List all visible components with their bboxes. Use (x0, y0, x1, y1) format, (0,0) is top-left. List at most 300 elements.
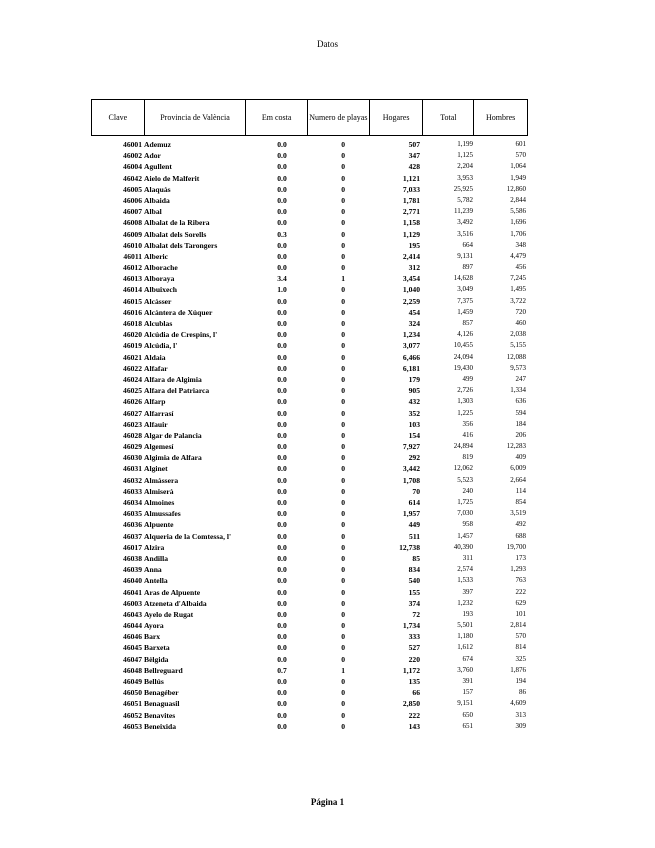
costa-cell: 0.0 (277, 140, 287, 149)
playas-cell: 0 (341, 229, 345, 239)
total-cell: 356 (462, 419, 473, 428)
hogares-cell: 220 (408, 654, 420, 664)
table-row (91, 329, 528, 340)
municipio-cell: Alfara de Algimia (144, 374, 202, 384)
clave-cell: 46033 (123, 486, 142, 496)
costa-cell: 0.0 (277, 386, 287, 396)
total-cell: 1,125 (457, 151, 473, 160)
hombres-cell: 492 (515, 520, 526, 529)
hombres-cell: 3,722 (510, 296, 526, 305)
table-row (91, 475, 528, 486)
total-cell: 397 (462, 587, 473, 596)
hombres-cell: 7,245 (510, 274, 526, 283)
total-cell: 9,151 (457, 699, 473, 708)
clave-cell: 46024 (123, 374, 142, 384)
total-cell: 1,225 (457, 408, 473, 417)
municipio-cell: Barxeta (144, 643, 170, 653)
table-row (91, 508, 528, 519)
table-row (91, 687, 528, 698)
table-row (91, 642, 528, 653)
hombres-cell: 2,664 (510, 475, 526, 484)
hombres-cell: 114 (515, 486, 526, 495)
municipio-cell: Alqueria de la Comtessa, l' (144, 531, 232, 541)
total-cell: 5,523 (457, 475, 473, 484)
municipio-cell: Albuixech (144, 285, 177, 295)
total-cell: 1,199 (457, 140, 473, 148)
total-cell: 157 (462, 688, 473, 697)
total-cell: 311 (462, 553, 473, 562)
hombres-cell: 86 (519, 688, 526, 697)
clave-cell: 46042 (123, 173, 142, 183)
hombres-cell: 409 (515, 453, 526, 462)
clave-cell: 46025 (123, 386, 142, 396)
table-row (91, 340, 528, 351)
hombres-cell: 1,876 (510, 665, 526, 674)
hombres-cell: 629 (515, 598, 526, 607)
hombres-cell: 814 (515, 643, 526, 652)
clave-cell: 46016 (123, 307, 142, 317)
municipio-cell: Anna (144, 565, 162, 575)
costa-cell: 0.0 (277, 442, 287, 452)
costa-cell: 0.3 (277, 229, 287, 239)
clave-cell: 46053 (123, 721, 142, 731)
hombres-cell: 184 (515, 419, 526, 428)
costa-cell: 0.0 (277, 498, 287, 507)
municipio-cell: Andilla (144, 553, 169, 563)
hombres-cell: 5,155 (510, 341, 526, 350)
hombres-cell: 570 (515, 151, 526, 160)
costa-cell: 0.0 (277, 330, 287, 340)
table-row (91, 363, 528, 374)
costa-cell: 3.4 (277, 274, 287, 284)
costa-cell: 0.0 (277, 363, 287, 373)
municipio-cell: Albalat de la Ribera (144, 218, 210, 228)
hogares-cell: 179 (408, 374, 420, 384)
total-cell: 857 (462, 319, 473, 327)
playas-cell: 0 (341, 442, 345, 452)
table-row (91, 206, 528, 217)
hogares-cell: 154 (408, 430, 420, 440)
table-row (91, 385, 528, 396)
costa-cell: 0.0 (277, 319, 287, 328)
costa-cell: 0.0 (277, 408, 287, 418)
municipio-cell: Alcàntera de Xúquer (144, 307, 213, 317)
total-cell: 3,492 (457, 218, 473, 227)
clave-cell: 46047 (123, 654, 142, 664)
costa-cell: 0.0 (277, 576, 287, 586)
table-row (91, 318, 528, 329)
costa-cell: 0.0 (277, 531, 287, 541)
total-cell: 19,430 (453, 363, 473, 372)
hombres-cell: 309 (515, 721, 526, 730)
municipio-cell: Alfara del Patriarca (144, 386, 210, 396)
hogares-cell: 1,040 (402, 285, 420, 295)
playas-cell: 0 (341, 475, 345, 485)
hombres-cell: 1,334 (510, 386, 526, 395)
costa-cell: 0.0 (277, 621, 287, 631)
playas-cell: 0 (341, 699, 345, 709)
hogares-cell: 12,738 (399, 542, 420, 552)
hombres-cell: 854 (515, 498, 526, 506)
clave-cell: 46002 (123, 151, 142, 161)
clave-cell: 46026 (123, 397, 142, 407)
clave-cell: 46003 (123, 598, 142, 608)
costa-cell: 0.0 (277, 643, 287, 653)
costa-cell: 0.0 (277, 475, 287, 485)
costa-cell: 0.0 (277, 263, 287, 273)
municipio-cell: Bèlgida (144, 654, 169, 664)
hogares-cell: 1,121 (402, 173, 420, 183)
clave-cell: 46013 (123, 274, 142, 284)
hombres-cell: 688 (515, 531, 526, 540)
table-row (91, 564, 528, 575)
table-row (91, 273, 528, 284)
clave-cell: 46044 (123, 621, 142, 631)
table-row (91, 408, 528, 419)
table-row (91, 609, 528, 620)
costa-cell: 0.0 (277, 553, 287, 563)
hombres-cell: 3,519 (510, 509, 526, 518)
playas-cell: 0 (341, 721, 345, 731)
municipio-cell: Albalat dels Tarongers (144, 240, 218, 250)
table-row (91, 284, 528, 295)
costa-cell: 0.0 (277, 609, 287, 619)
playas-cell: 0 (341, 162, 345, 172)
hombres-cell: 173 (515, 553, 526, 562)
table-row (91, 698, 528, 709)
table-row (91, 587, 528, 598)
table-row (91, 419, 528, 430)
costa-cell: 0.0 (277, 352, 287, 362)
column-header-playas: Numero de playas (308, 100, 370, 135)
hombres-cell: 594 (515, 408, 526, 417)
municipio-cell: Alcàsser (144, 296, 172, 306)
clave-cell: 46029 (123, 442, 142, 452)
municipio-cell: Ayora (144, 621, 164, 631)
clave-cell: 46030 (123, 453, 142, 463)
clave-cell: 46006 (123, 195, 142, 205)
hombres-cell: 6,009 (510, 464, 526, 473)
hogares-cell: 7,927 (402, 442, 420, 452)
playas-cell: 0 (341, 285, 345, 295)
clave-cell: 46010 (123, 240, 142, 250)
hogares-cell: 454 (408, 307, 420, 317)
table-row (91, 665, 528, 676)
playas-cell: 0 (341, 397, 345, 407)
costa-cell: 0.0 (277, 710, 287, 720)
hogares-cell: 614 (408, 498, 420, 507)
municipio-cell: Albal (144, 207, 162, 217)
hogares-cell: 2,414 (402, 251, 420, 261)
playas-cell: 0 (341, 486, 345, 496)
hogares-cell: 103 (408, 419, 420, 429)
clave-cell: 46052 (123, 710, 142, 720)
playas-cell: 0 (341, 498, 345, 507)
clave-cell: 46021 (123, 352, 142, 362)
table-row (91, 452, 528, 463)
municipio-cell: Benaguasil (144, 699, 180, 709)
clave-cell: 46039 (123, 565, 142, 575)
municipio-cell: Albalat dels Sorells (144, 229, 207, 239)
clave-cell: 46038 (123, 553, 142, 563)
table-row (91, 710, 528, 721)
hogares-cell: 507 (408, 140, 420, 149)
total-cell: 1,725 (457, 498, 473, 506)
playas-cell: 0 (341, 151, 345, 161)
playas-cell: 0 (341, 688, 345, 698)
table-row (91, 352, 528, 363)
total-cell: 240 (462, 486, 473, 495)
municipio-cell: Alzira (144, 542, 165, 552)
municipio-cell: Antella (144, 576, 168, 586)
municipio-cell: Atzeneta d'Albaida (144, 598, 207, 608)
clave-cell: 46015 (123, 296, 142, 306)
municipio-cell: Bellreguard (144, 665, 183, 675)
hombres-cell: 1,293 (510, 565, 526, 574)
total-cell: 1,533 (457, 576, 473, 585)
total-cell: 819 (462, 453, 473, 462)
municipio-cell: Aldaia (144, 352, 166, 362)
total-cell: 4,126 (457, 330, 473, 339)
costa-cell: 0.0 (277, 632, 287, 642)
costa-cell: 0.0 (277, 654, 287, 664)
total-cell: 2,726 (457, 386, 473, 395)
costa-cell: 0.0 (277, 374, 287, 384)
costa-cell: 0.0 (277, 598, 287, 608)
costa-cell: 0.0 (277, 721, 287, 731)
hombres-cell: 2,844 (510, 195, 526, 204)
costa-cell: 0.0 (277, 240, 287, 250)
hombres-cell: 460 (515, 319, 526, 327)
clave-cell: 46040 (123, 576, 142, 586)
playas-cell: 0 (341, 565, 345, 575)
clave-cell: 46050 (123, 688, 142, 698)
hogares-cell: 428 (408, 162, 420, 172)
playas-cell: 0 (341, 453, 345, 463)
municipio-cell: Alcúdia, l' (144, 341, 178, 351)
hombres-cell: 4,479 (510, 251, 526, 260)
clave-cell: 46020 (123, 330, 142, 340)
hogares-cell: 135 (408, 677, 420, 686)
playas-cell: 0 (341, 509, 345, 519)
municipio-cell: Almàssera (144, 475, 179, 485)
total-cell: 1,612 (457, 643, 473, 652)
clave-cell: 46031 (123, 464, 142, 474)
total-cell: 24,894 (453, 442, 473, 451)
hogares-cell: 1,708 (402, 475, 420, 485)
costa-cell: 0.0 (277, 397, 287, 407)
playas-cell: 0 (341, 621, 345, 631)
clave-cell: 46001 (123, 140, 142, 149)
costa-cell: 0.0 (277, 430, 287, 440)
column-header-clave: Clave (92, 100, 145, 135)
hogares-cell: 1,734 (402, 621, 420, 631)
table-row (91, 251, 528, 262)
costa-cell: 0.0 (277, 341, 287, 351)
municipio-cell: Alginet (144, 464, 168, 474)
hogares-cell: 7,033 (402, 184, 420, 194)
clave-cell: 46005 (123, 184, 142, 194)
total-cell: 2,204 (457, 162, 473, 171)
table-row (91, 262, 528, 273)
clave-cell: 46008 (123, 218, 142, 228)
hogares-cell: 2,850 (402, 699, 420, 709)
hombres-cell: 12,283 (506, 442, 526, 451)
table-row (91, 296, 528, 307)
costa-cell: 0.7 (277, 665, 287, 675)
hogares-cell: 2,259 (402, 296, 420, 306)
clave-cell: 46023 (123, 419, 142, 429)
total-cell: 9,131 (457, 251, 473, 260)
hogares-cell: 3,077 (402, 341, 420, 351)
costa-cell: 0.0 (277, 296, 287, 306)
table-row (91, 229, 528, 240)
playas-cell: 0 (341, 296, 345, 306)
table-row (91, 575, 528, 586)
costa-cell: 0.0 (277, 184, 287, 194)
hombres-cell: 601 (515, 140, 526, 148)
total-cell: 7,375 (457, 296, 473, 305)
municipio-cell: Bellús (144, 677, 164, 686)
total-cell: 5,501 (457, 621, 473, 630)
page-title: Datos (317, 39, 338, 49)
municipio-cell: Alfauir (144, 419, 168, 429)
costa-cell: 0.0 (277, 542, 287, 552)
table-row (91, 307, 528, 318)
municipio-cell: Alpuente (144, 520, 174, 530)
hombres-cell: 570 (515, 632, 526, 641)
total-cell: 10,455 (453, 341, 473, 350)
municipio-cell: Beneixida (144, 721, 177, 731)
clave-cell: 46017 (123, 542, 142, 552)
hombres-cell: 313 (515, 710, 526, 719)
hombres-cell: 2,814 (510, 621, 526, 630)
clave-cell: 46027 (123, 408, 142, 418)
clave-cell: 46037 (123, 531, 142, 541)
hogares-cell: 374 (408, 598, 420, 608)
playas-cell: 0 (341, 195, 345, 205)
hogares-cell: 1,129 (402, 229, 420, 239)
hogares-cell: 1,172 (402, 665, 420, 675)
hogares-cell: 527 (408, 643, 420, 653)
hogares-cell: 352 (408, 408, 420, 418)
hogares-cell: 85 (412, 553, 420, 563)
clave-cell: 46032 (123, 475, 142, 485)
total-cell: 40,390 (453, 542, 473, 551)
costa-cell: 1.0 (277, 285, 287, 295)
municipio-cell: Ademuz (144, 140, 171, 149)
table-row (91, 486, 528, 497)
costa-cell: 0.0 (277, 162, 287, 172)
costa-cell: 0.0 (277, 677, 287, 686)
total-cell: 24,094 (453, 352, 473, 361)
playas-cell: 0 (341, 419, 345, 429)
clave-cell: 46018 (123, 319, 142, 328)
hogares-cell: 143 (408, 721, 420, 731)
table-row (91, 631, 528, 642)
playas-cell: 0 (341, 341, 345, 351)
total-cell: 416 (462, 430, 473, 439)
municipio-cell: Aielo de Malferit (144, 173, 200, 183)
clave-cell: 46051 (123, 699, 142, 709)
total-cell: 1,459 (457, 307, 473, 316)
hombres-cell: 1,949 (510, 173, 526, 182)
table-row (91, 441, 528, 452)
hombres-cell: 19,700 (506, 542, 526, 551)
playas-cell: 0 (341, 553, 345, 563)
costa-cell: 0.0 (277, 464, 287, 474)
municipio-cell: Almiserà (144, 486, 174, 496)
total-cell: 664 (462, 240, 473, 249)
clave-cell: 46014 (123, 285, 142, 295)
playas-cell: 0 (341, 677, 345, 686)
playas-cell: 0 (341, 632, 345, 642)
hombres-cell: 206 (515, 430, 526, 439)
total-cell: 12,062 (453, 464, 473, 473)
playas-cell: 0 (341, 430, 345, 440)
playas-cell: 0 (341, 598, 345, 608)
clave-cell: 46046 (123, 632, 142, 642)
municipio-cell: Almussafes (144, 509, 181, 519)
table-row (91, 240, 528, 251)
clave-cell: 46043 (123, 609, 142, 619)
clave-cell: 46041 (123, 587, 142, 597)
playas-cell: 0 (341, 654, 345, 664)
table-row (91, 553, 528, 564)
hogares-cell: 1,781 (402, 195, 420, 205)
costa-cell: 0.0 (277, 509, 287, 519)
table-row (91, 721, 528, 732)
hogares-cell: 347 (408, 151, 420, 161)
hogares-cell: 834 (408, 565, 420, 575)
table-row (91, 217, 528, 228)
clave-cell: 46019 (123, 341, 142, 351)
playas-cell: 0 (341, 710, 345, 720)
total-cell: 499 (462, 374, 473, 383)
total-cell: 3,760 (457, 665, 473, 674)
playas-cell: 0 (341, 307, 345, 317)
data-table-body (91, 139, 528, 732)
costa-cell: 0.0 (277, 251, 287, 261)
total-cell: 1,457 (457, 531, 473, 540)
playas-cell: 0 (341, 542, 345, 552)
table-row (91, 654, 528, 665)
hogares-cell: 511 (409, 531, 420, 541)
hogares-cell: 1,234 (402, 330, 420, 340)
costa-cell: 0.0 (277, 195, 287, 205)
hombres-cell: 247 (515, 374, 526, 383)
hombres-cell: 348 (515, 240, 526, 249)
hombres-cell: 222 (515, 587, 526, 596)
table-row (91, 676, 528, 687)
municipio-cell: Alcúdia de Crespins, l' (144, 330, 218, 340)
table-row (91, 519, 528, 530)
costa-cell: 0.0 (277, 688, 287, 698)
total-cell: 958 (462, 520, 473, 529)
municipio-cell: Alcublas (144, 319, 173, 328)
costa-cell: 0.0 (277, 207, 287, 217)
playas-cell: 0 (341, 363, 345, 373)
total-cell: 5,782 (457, 195, 473, 204)
hombres-cell: 325 (515, 654, 526, 663)
hogares-cell: 3,454 (402, 274, 420, 284)
playas-cell: 0 (341, 240, 345, 250)
table-row (91, 497, 528, 508)
playas-cell: 0 (341, 330, 345, 340)
total-cell: 650 (462, 710, 473, 719)
costa-cell: 0.0 (277, 699, 287, 709)
hombres-cell: 636 (515, 397, 526, 406)
